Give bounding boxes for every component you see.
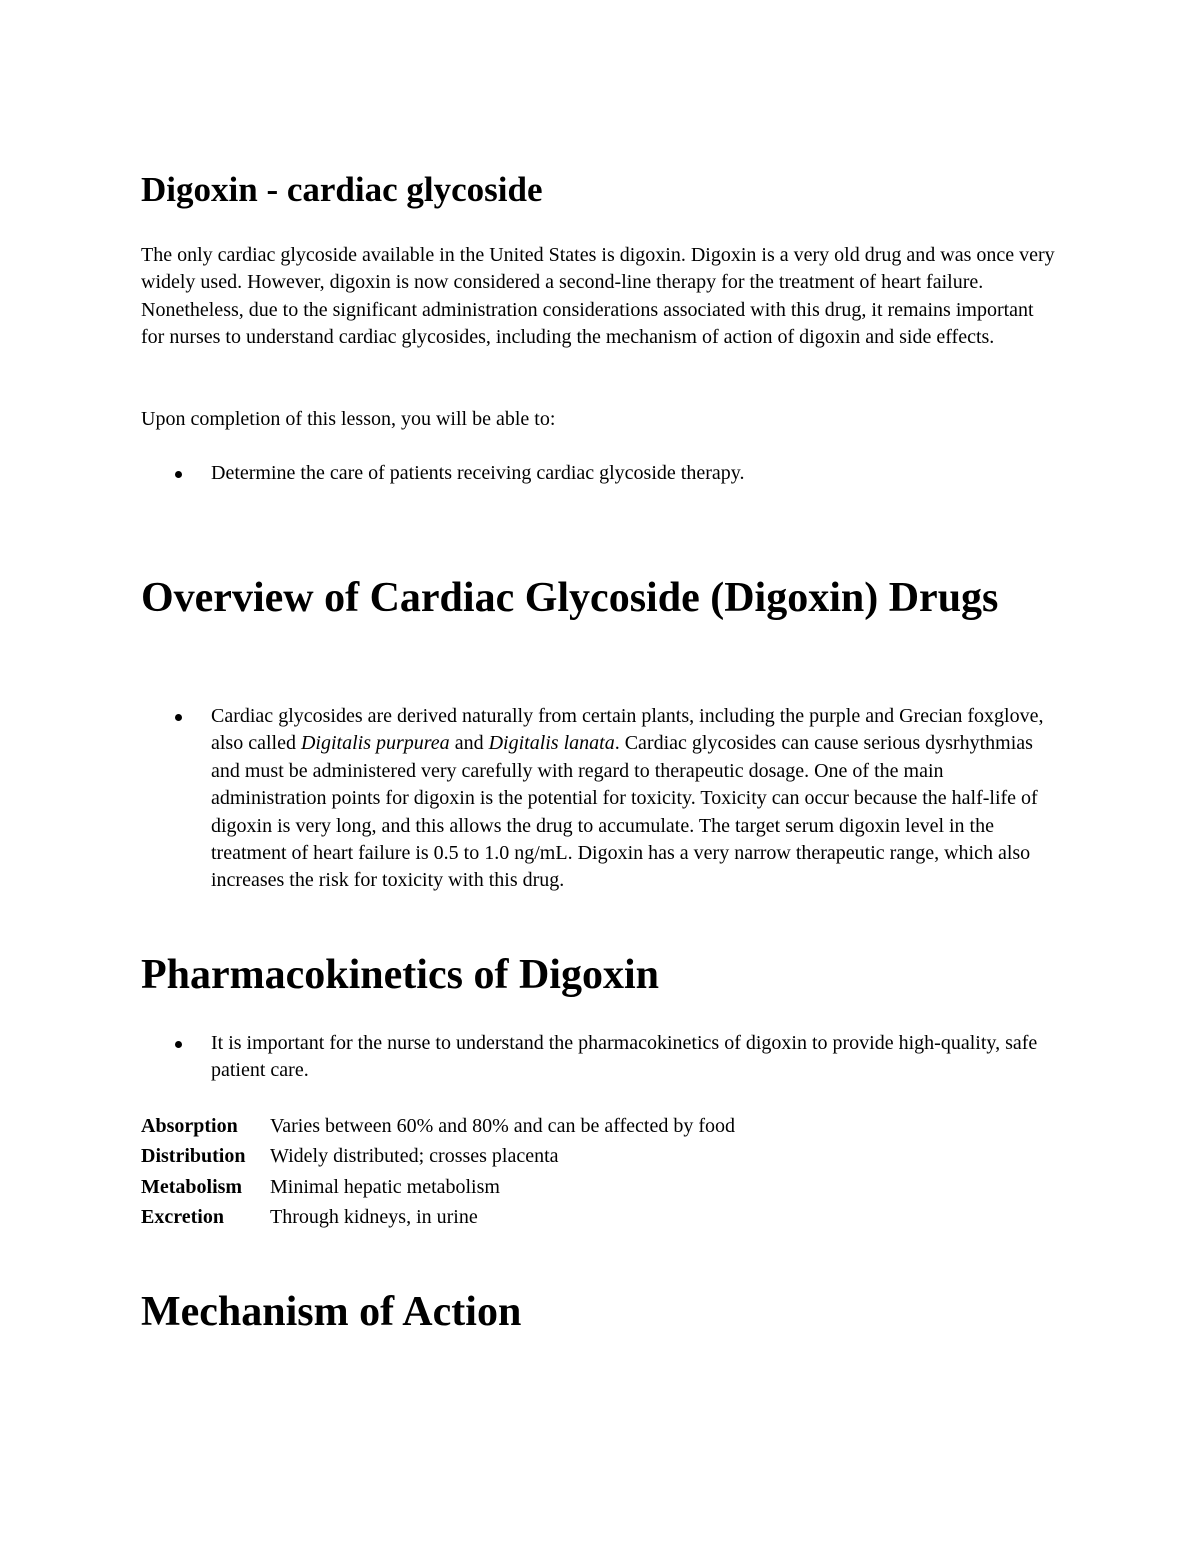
section-heading-digoxin: Digoxin - cardiac glycoside <box>141 170 543 209</box>
pk-label-distribution: Distribution <box>141 1145 246 1168</box>
overview-text-part3: . Cardiac glycosides can cause serious dysrhythmias and must be administered very carefully with regard to therapeutic dosage. One of the main administration points for digoxin is the potential for toxicity. Toxicity can occur because the half-life of digoxin is very long, and this allows the drug to accumulate. The target serum digoxin level in the treatment of heart failure is 0.5 to 1.0 ng/mL. Digoxin has a very narrow therapeutic range, which also increases the risk for toxicity with this drug. <box>211 732 1038 892</box>
pk-label-metabolism: Metabolism <box>141 1175 243 1198</box>
overview-text-part1: Cardiac glycosides are derived naturally from certain plants, including the purple and Grecian foxglove, also called <box>211 705 1044 755</box>
section-heading-mechanism: Mechanism of Action <box>141 1289 522 1335</box>
list-item <box>141 703 1061 895</box>
pk-value-distribution: Widely distributed; crosses placenta <box>270 1145 559 1168</box>
pk-value-metabolism: Minimal hepatic metabolism <box>270 1175 500 1198</box>
list-item <box>141 460 1061 487</box>
pk-value-absorption: Varies between 60% and 80% and can be affected by food <box>270 1114 735 1137</box>
intro-paragraph: The only cardiac glycoside available in the United States is digoxin. Digoxin is a very old drug and was once very widely used. However, digoxin is now considered a second-line therapy for the treatment of heart failure. Nonetheless, due to the significant administration considerations associated with this drug, it remains important for nurses to understand cardiac glycosides, including the mechanism of action of digoxin and side effects. <box>141 244 1055 349</box>
list-item <box>141 1030 1061 1085</box>
pk-label-absorption: Absorption <box>141 1114 238 1137</box>
objectives-list <box>141 460 1061 487</box>
pharmacokinetics-table <box>141 1111 735 1233</box>
bullet-icon <box>175 714 182 721</box>
pharmacokinetics-list <box>141 1030 1061 1085</box>
section-heading-overview: Overview of Cardiac Glycoside (Digoxin) Drugs <box>141 575 999 621</box>
overview-latin-name-lanata: Digitalis lanata <box>488 732 615 755</box>
pharmacokinetics-intro-text: It is important for the nurse to understand the pharmacokinetics of digoxin to provide high-quality, safe patient care. <box>211 1032 1038 1082</box>
overview-list <box>141 703 1061 895</box>
overview-text-part2: and <box>449 732 489 755</box>
bullet-icon <box>175 471 182 478</box>
bullet-icon <box>175 1041 182 1048</box>
pk-label-excretion: Excretion <box>141 1206 224 1229</box>
objective-text: Determine the care of patients receiving cardiac glycoside therapy. <box>211 462 745 484</box>
table-row <box>141 1111 735 1142</box>
table-row <box>141 1172 735 1203</box>
pk-value-excretion: Through kidneys, in urine <box>270 1206 478 1229</box>
table-row <box>141 1142 735 1173</box>
section-heading-pharmacokinetics: Pharmacokinetics of Digoxin <box>141 952 659 998</box>
table-row <box>141 1203 735 1234</box>
objectives-lead: Upon completion of this lesson, you will be able to: <box>141 408 556 430</box>
overview-latin-name-purpurea: Digitalis purpurea <box>300 732 450 755</box>
